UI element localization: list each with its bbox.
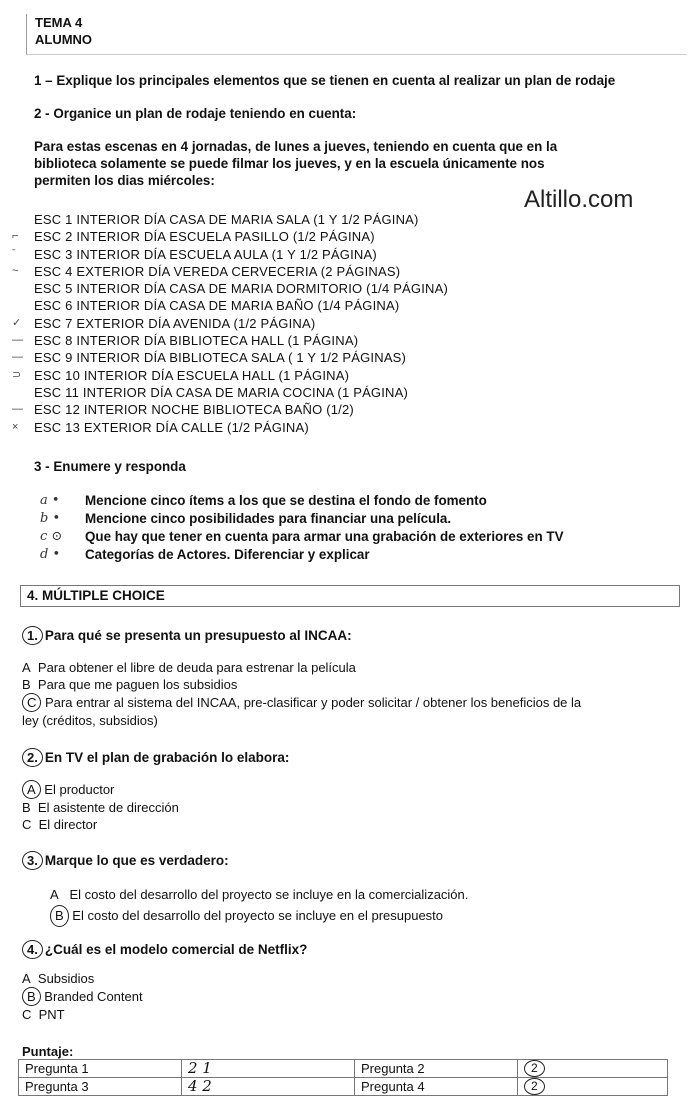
option-letter: A: [22, 660, 31, 675]
option-text: Branded Content: [44, 989, 143, 1004]
item-letter: b •: [40, 511, 61, 526]
escena-text: ESC 13 EXTERIOR DÍA CALLE (1/2 PÁGINA): [34, 419, 309, 435]
escena-text: ESC 12 INTERIOR NOCHE BIBLIOTECA BAÑO (1/2): [34, 402, 354, 418]
alumno-label: ALUMNO: [35, 32, 93, 47]
escena-text: ESC 1 INTERIOR DÍA CASA DE MARIA SALA (1 Y 1/2 PÁGINA): [34, 212, 419, 227]
question-title: ¿Cuál es el modelo comercial de Netflix?: [44, 942, 308, 957]
question-title: Marque lo que es verdadero:: [44, 853, 229, 868]
option: [50, 905, 468, 927]
escena-text: ESC 11 INTERIOR DÍA CASA DE MARIA COCINA (1 PÁGINA): [34, 384, 409, 400]
handwritten-score: 2 1: [188, 1059, 212, 1077]
item-text: Que hay que tener en cuenta para armar una grabación de exteriores en TV: [85, 529, 564, 544]
item-text: Mencione cinco posibilidades para financiar una película.: [85, 511, 452, 526]
handwritten-mark: ⊃: [12, 368, 22, 381]
item-letter: a •: [40, 493, 60, 508]
handwritten-mark: —: [12, 403, 24, 416]
question-number: 2.: [22, 748, 43, 767]
escena-text: ESC 10 INTERIOR DÍA ESCUELA HALL (1 PÁGINA): [34, 367, 350, 383]
handwritten-mark: —: [12, 351, 24, 364]
escena-text: ESC 2 INTERIOR DÍA ESCUELA PASILLO (1/2 PÁGINA): [34, 229, 375, 245]
multiple-choice-header: [20, 585, 680, 607]
option: [22, 712, 682, 729]
option-letter: B: [22, 677, 31, 692]
handwritten-mark: ⌐: [12, 230, 19, 243]
option: [22, 676, 682, 693]
mc-question-4: [22, 940, 307, 959]
mc-options-1: [22, 659, 682, 729]
option-text: El costo del desarrollo del proyecto se incluye en el presupuesto: [72, 908, 444, 923]
item-letter: d •: [40, 547, 61, 562]
option-letter: C: [22, 693, 41, 712]
option-letter: B: [22, 800, 31, 815]
handwritten-mark: ✓: [12, 316, 22, 329]
option-text: El productor: [44, 782, 115, 797]
handwritten-score: 2: [524, 1060, 545, 1077]
question-number: 1.: [22, 626, 43, 645]
mc-question-1: [22, 626, 352, 645]
option: [22, 987, 143, 1006]
question-number: 3.: [22, 851, 43, 870]
escena-text: ESC 9 INTERIOR DÍA BIBLIOTECA SALA ( 1 Y 1/2 PÁGINAS): [34, 350, 407, 366]
section-title: 4. MÚLTIPLE CHOICE: [27, 588, 165, 603]
option-letter: C: [22, 1007, 32, 1022]
handwritten-score: 4 2: [188, 1077, 212, 1095]
question-1: 1 – Explique los principales elementos que se tienen en cuenta al realizar un plan de rodaje: [34, 73, 616, 88]
mc-question-2: [22, 748, 289, 767]
option-letter: C: [22, 817, 32, 832]
option: [22, 693, 682, 712]
escena-item: [12, 263, 634, 280]
option-letter: B: [22, 987, 41, 1006]
score-label: Pregunta 4: [355, 1078, 518, 1096]
intro-line: permiten los dias miércoles:: [34, 173, 215, 188]
escena-item: [12, 401, 634, 418]
option: [22, 970, 143, 987]
option-text: El director: [38, 817, 98, 832]
option-text: El costo del desarrollo del proyecto se incluye en la comercialización.: [69, 887, 469, 902]
escena-item: [34, 384, 634, 401]
watermark: Altillo.com: [524, 186, 634, 213]
handwritten-mark: ×: [12, 420, 19, 433]
option-text: Para obtener el libre de deuda para estrenar la película: [37, 660, 356, 675]
escena-text: ESC 8 INTERIOR DÍA BIBLIOTECA HALL (1 PÁGINA): [34, 333, 359, 349]
item-text: Categorías de Actores. Diferenciar y explicar: [85, 547, 370, 562]
item-text: Mencione cinco ítems a los que se destina el fondo de fomento: [85, 493, 487, 508]
mc-options-2: [22, 780, 179, 833]
option: [22, 659, 682, 676]
escena-item: [12, 228, 634, 245]
table-row: [19, 1060, 668, 1078]
handwritten-mark: ˉ: [12, 247, 16, 260]
score-label: Pregunta 2: [355, 1060, 518, 1078]
header-block: [26, 14, 687, 55]
handwritten-score: 2: [524, 1078, 545, 1095]
score-label: Pregunta 3: [19, 1078, 182, 1096]
option-letter: A: [22, 971, 31, 986]
question-title: En TV el plan de grabación lo elabora:: [44, 750, 290, 765]
escena-text: ESC 6 INTERIOR DÍA CASA DE MARIA BAÑO (1/4 PÁGINA): [34, 298, 400, 314]
escena-text: ESC 5 INTERIOR DÍA CASA DE MARIA DORMITORIO (1/4 PÁGINA): [34, 281, 449, 297]
escena-item: [34, 280, 634, 297]
score-label: Pregunta 1: [19, 1060, 182, 1078]
mc-options-4: [22, 970, 143, 1023]
option: [50, 885, 468, 905]
puntaje-table: [18, 1059, 668, 1096]
score-value: [182, 1078, 355, 1096]
question-2-title: 2 - Organice un plan de rodaje teniendo en cuenta:: [34, 106, 357, 121]
escena-text: ESC 7 EXTERIOR DÍA AVENIDA (1/2 PÁGINA): [34, 315, 316, 331]
option-letter: B: [50, 905, 69, 927]
option: [22, 816, 179, 833]
option: [22, 1006, 143, 1023]
escena-text: ESC 3 INTERIOR DÍA ESCUELA AULA (1 Y 1/2 PÁGINA): [34, 246, 377, 262]
option: [22, 780, 179, 799]
escena-item: [12, 367, 634, 384]
item-letter: c ⊙: [40, 529, 63, 544]
escena-item: [34, 297, 634, 314]
option: [22, 799, 179, 816]
escenas-list: [12, 211, 634, 436]
option-text: Para que me paguen los subsidios: [37, 677, 238, 692]
handwritten-mark: —: [12, 334, 24, 347]
tema-label: TEMA 4: [35, 15, 83, 30]
score-value: [518, 1078, 668, 1096]
handwritten-mark: ~: [12, 264, 19, 277]
option-text: Subsidios: [37, 971, 95, 986]
question-3-title: 3 - Enumere y responda: [34, 459, 186, 474]
question-number: 4.: [22, 940, 43, 959]
mc-question-3: [22, 851, 229, 870]
escena-item: [12, 246, 634, 263]
escena-item: [12, 419, 634, 436]
intro-line: biblioteca solamente se puede filmar los jueves, y en la escuela únicamente nos: [34, 156, 545, 171]
option-text: El asistente de dirección: [37, 800, 179, 815]
escena-item: [34, 211, 634, 228]
question-title: Para qué se presenta un presupuesto al INCAA:: [44, 628, 352, 643]
score-value: [182, 1060, 355, 1078]
question-2-intro: [34, 138, 557, 189]
puntaje-title: Puntaje:: [22, 1044, 74, 1059]
escena-text: ESC 4 EXTERIOR DÍA VEREDA CERVECERIA (2 PÁGINAS): [34, 263, 401, 279]
escena-item: [12, 349, 634, 366]
escena-item: [12, 315, 634, 332]
option-text: PNT: [38, 1007, 65, 1022]
option-text: ley (créditos, subsidios): [22, 713, 158, 728]
intro-line: Para estas escenas en 4 jornadas, de lunes a jueves, teniendo en cuenta que en la: [34, 139, 558, 154]
option-text: Para entrar al sistema del INCAA, pre-clasificar y poder solicitar / obtener los beneficios de la: [45, 695, 582, 710]
option-letter: A: [50, 887, 59, 902]
mc-options-3: [50, 885, 468, 927]
escena-item: [12, 332, 634, 349]
table-row: [19, 1078, 668, 1096]
option-letter: A: [22, 780, 41, 799]
score-value: [518, 1060, 668, 1078]
